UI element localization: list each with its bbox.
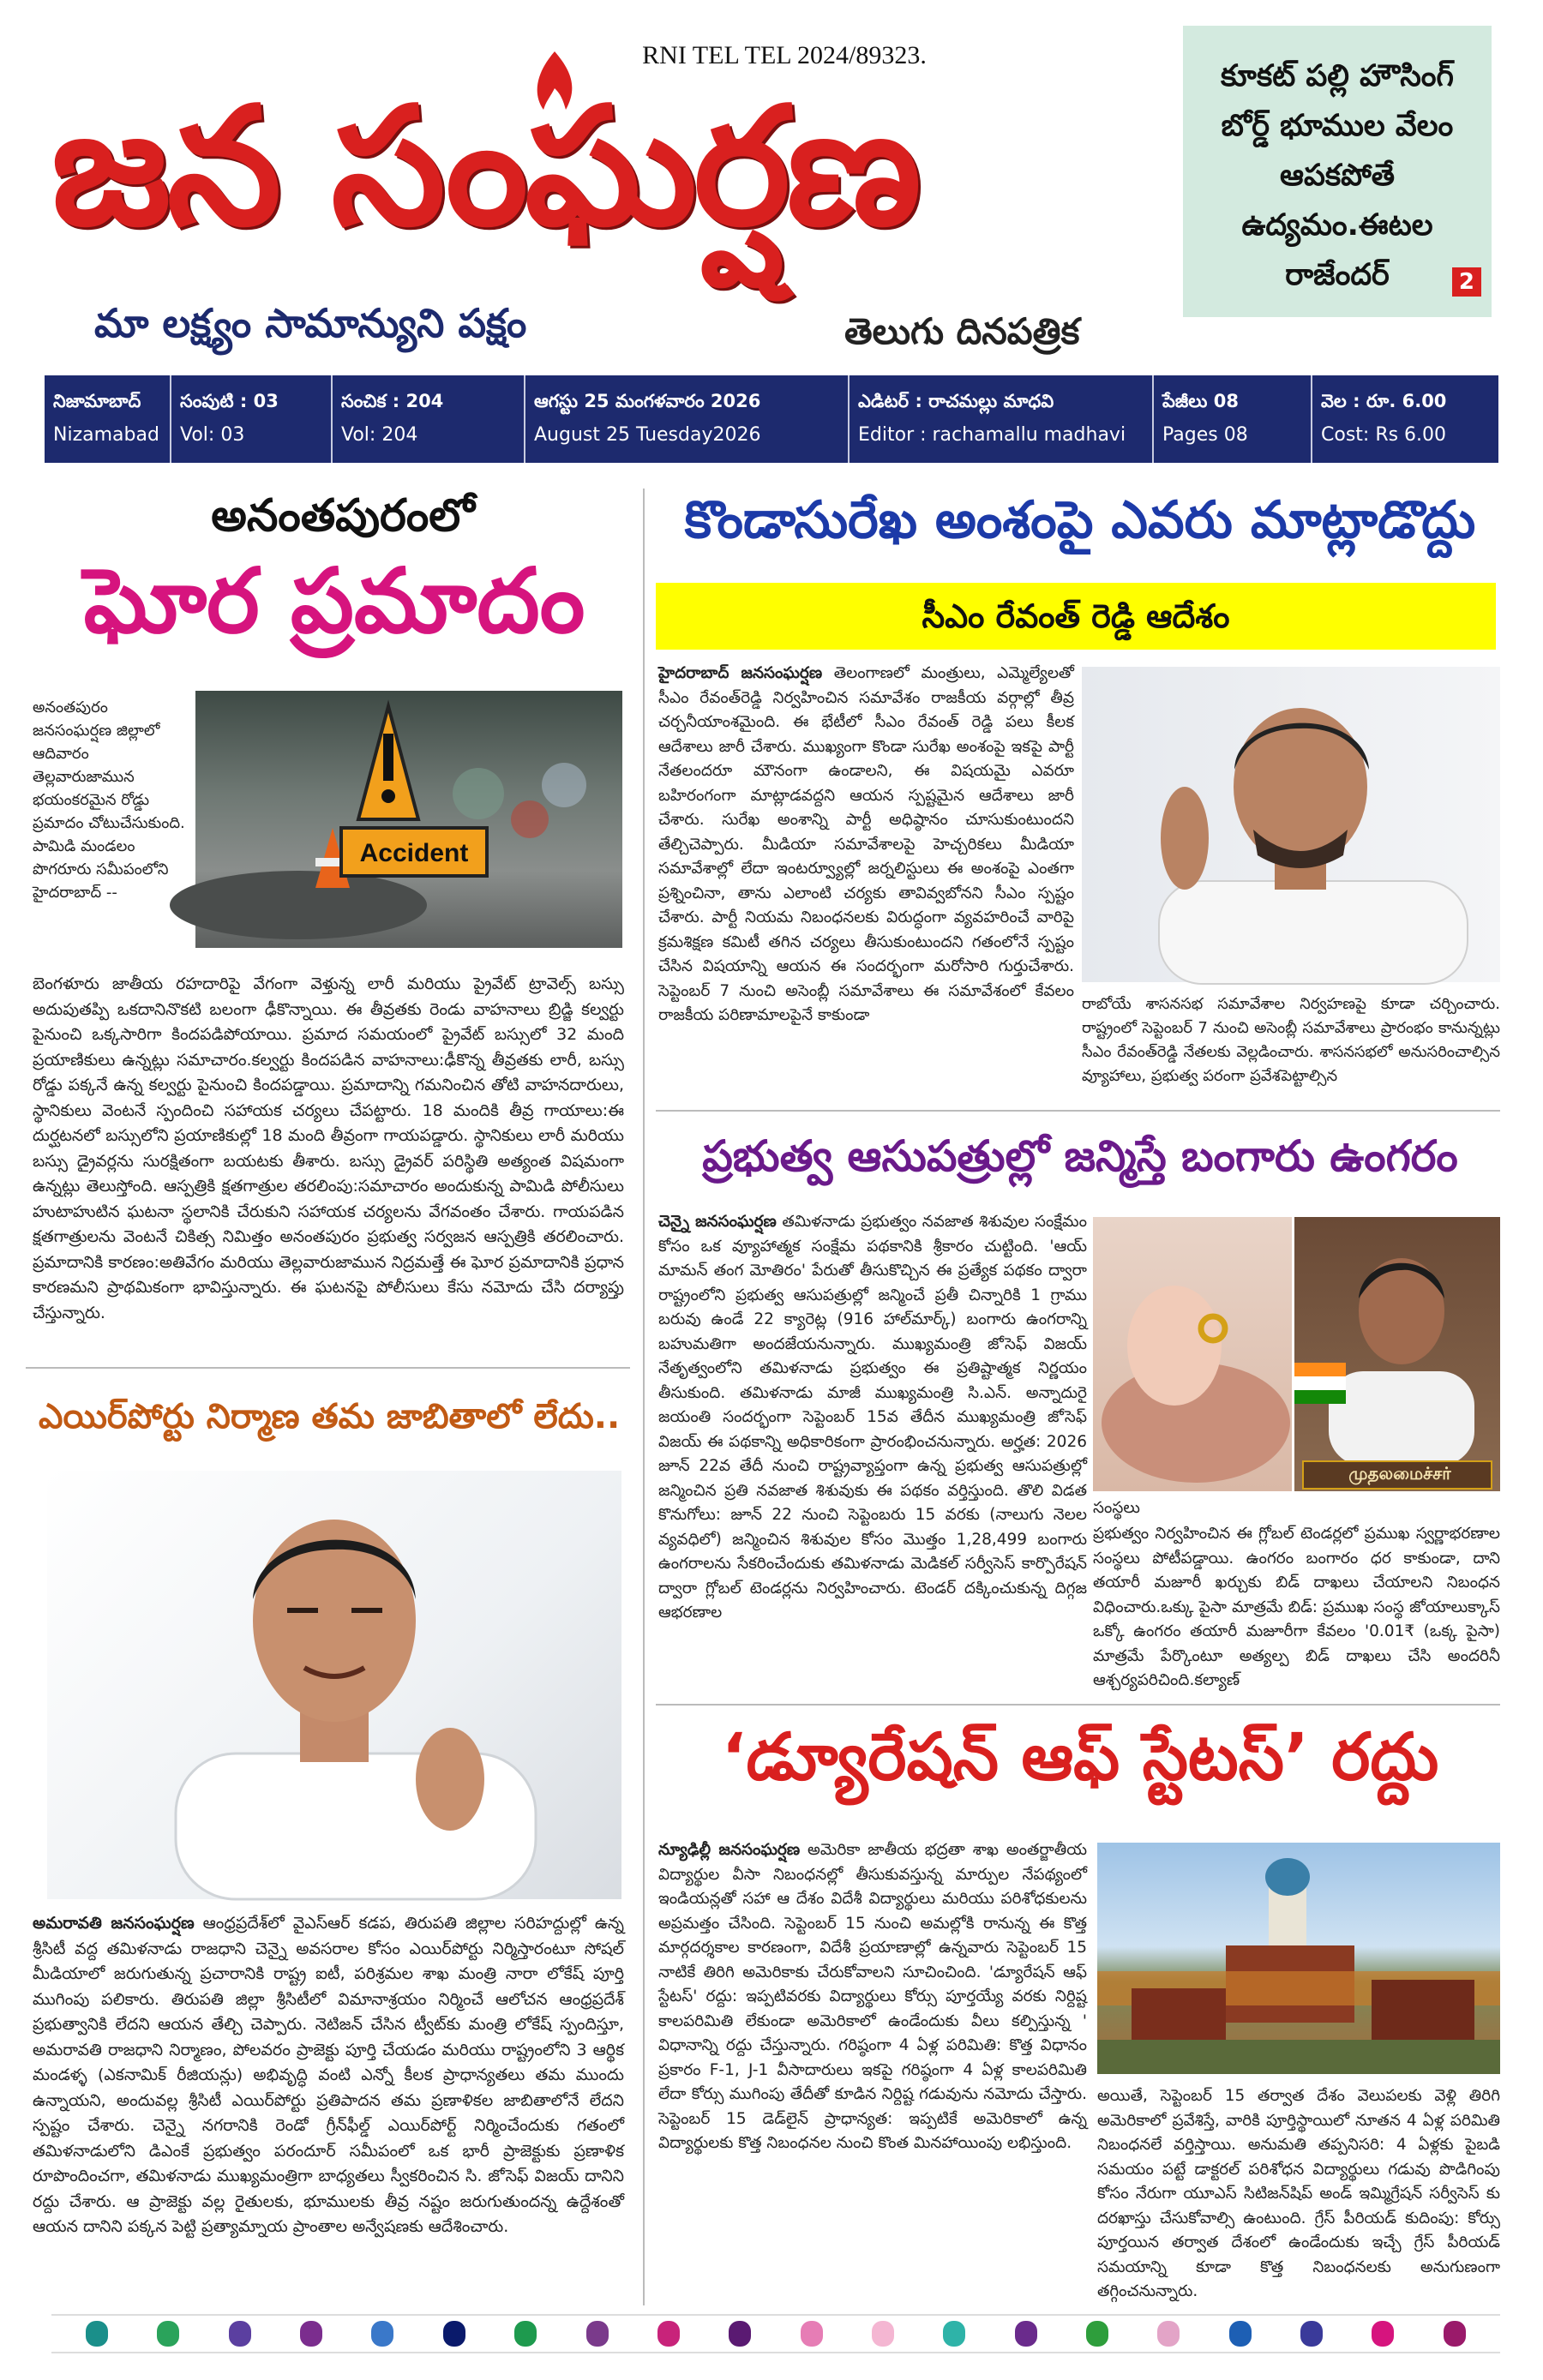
- promo-page-badge: 2: [1452, 267, 1481, 297]
- accident-image-caption: Accident: [359, 839, 469, 867]
- promo-line: బోర్డ్ భూముల వేలం: [1221, 109, 1454, 143]
- visa-body-right: అయితే, సెప్టెంబర్ 15 తర్వాత దేశం వెలుపలకు వెళ్లి తిరిగి అమెరికాలో ప్రవేశిస్తే, వారికి పూర్తిస్థాయిలో నూతన 4 ఏళ్ల పరిమితి నిబంధనలే వర్తిస్తాయి. అనుమతి తప్పనిసరి: 4 ఏళ్లకు పైబడి సమయం పట్టే డాక్టరల్ పరిశోధన విద్యార్థులు గడువు పొడిగింపు కోసం నేరుగా యూఎస్ సిటిజన్‌షిప్ అండ్ ఇమ్మిగ్రేషన్ సర్వీసెస్ కు దరఖాస్తు చేసుకోవాల్సి ఉంటుంది. గ్రేస్ పీరియడ్ కుదింపు: కోర్సు పూర్తయిన తర్వాత దేశంలో ఉండేందుకు ఇచ్చే గ్రేస్ పీరియడ్ సమయాన్ని కూడా కొత్త నిబంధనలకు అనుగుణంగా తగ్గించనున్నారు.: [1097, 2087, 1500, 2300]
- slogan: మా లక్ష్యం సామాన్యుని పక్షం: [94, 300, 527, 346]
- cm-vijay-photo[interactable]: [1294, 1217, 1500, 1491]
- ring-body-right: ప్రభుత్వం నిర్వహించిన ఈ గ్లోబల్ టెండర్లలో ప్రముఖ స్వర్ణాభరణాల సంస్థలు పోటీపడ్డాయి. ఉంగరం బంగారం ధర కాకుండా, దాని తయారీ మజూరీ ఖర్చుకు బిడ్ దాఖలు చేయాలని నిబంధన విధించారు.ఒక్కు పైసా మాత్రమే బిడ్: ప్రముఖ సంస్థ జోయాలుక్కాస్ ఒక్కో ఉంగరం తయారీ మజూరీగా కేవలం '0.01₹ (ఒక్క పైసా) మాత్రమే పేర్కొంటూ అత్యల్ప బిడ్ దాఖలు చేసి అందరినీ ఆశ్చర్యపరిచింది.కల్యాణ్: [1093, 1525, 1500, 1689]
- color-swatch: [872, 2321, 894, 2347]
- color-swatch: [300, 2321, 322, 2347]
- color-swatch: [1372, 2321, 1394, 2347]
- accident-body: బెంగళూరు జాతీయ రహదారిపై వేగంగా వెళ్తున్న లారీ మరియు ప్రైవేట్ ట్రావెల్స్ బస్సు అదుపుతప్పి ఒకదానినొకటి బలంగా ఢీకొన్నాయి. ఈ తీవ్రతకు రెండు వాహనాలు బ్రిడ్జి కల్వర్టు పైనుంచి ఒక్కసారిగా కిందపడిపోయాయి. ప్రమాద సమయంలో ప్రైవేట్ బస్సులో 32 మంది ప్రయాణికులు ఉన్నట్లు సమాచారం.కల్వర్టు కిందపడిన వాహనాలు:ఢీకొన్న తీవ్రతకు లారీ, బస్సు రోడ్డు పక్కనే ఉన్న కల్వర్టు పైనుంచి కిందపడ్డాయి. ప్రమాదాన్ని గమనించిన తోటి వాహనదారులు, స్థానికులు వెంటనే స్పందించి సహాయక చర్యలు చేపట్టారు. 18 మందికి తీవ్ర గాయాలు:ఈ దుర్ఘటనలో బస్సులోని ప్రయాణికుల్లో 18 మంది తీవ్రంగా గాయపడ్డారు. స్థానికులు లారీ మరియు బస్సు డ్రైవర్లను సురక్షితంగా బయటకు తీశారు. బస్సు డ్రైవర్ పరిస్థితి అత్యంత విషమంగా ఉన్నట్లు తెలుస్తోంది. ఆస్పత్రికి క్షతగాత్రుల తరలింపు:సమాచారం అందుకున్న పామిడి పోలీసులు హుటాహుటిన ఘటనా స్థలానికి చేరుకుని సహాయక చర్యలను వేగవంతం చేశారు. గాయపడిన క్షతగాత్రులను వెంటనే చికిత్స నిమిత్తం అనంతపురం ప్రభుత్వ సర్వజన ఆస్పత్రికి తరలించారు. ప్రమాదానికి కారణం:అతివేగం మరియు తెల్లవారుజామున నిద్రమత్తే ఈ ఘోర ప్రమాదానికి ప్రధాన కారణమని ప్రాథమికంగా భావిస్తున్నారు. ఈ ఘటనపై పోలీసులు కేసు నమోదు చేసి దర్యాప్తు చేస్తున్నారు.: [33, 974, 624, 1322]
- visa-text: అమెరికా జాతీయ భద్రతా శాఖ అంతర్జాతీయ విద్యార్థుల వీసా నిబంధనల్లో తీసుకువస్తున్న మార్పుల నేపథ్యంలో ఇండియన్లతో సహా ఆ దేశం విదేశీ విద్యార్థులు మరియు పరిశోధకులను అప్రమత్తం చేసింది. సెప్టెంబర్ 15 నుంచి అమల్లోకి రానున్న ఈ కొత్త మార్గదర్శకాల కారణంగా, విదేశీ ప్రయాణాల్లో ఉన్నవారు సెప్టెంబర్ 15 నాటికే తిరిగి అమెరికాకు చేరుకోవాలని సూచించింది. 'డ్యూరేషన్ ఆఫ్ స్టేటస్' రద్దు: ఇప్పటివరకు విద్యార్థులు కోర్సు పూర్తయ్యే వరకు నిర్దిష్ట కాలపరిమితి లేకుండా అమెరికాలో ఉండేందుకు వీలు కల్పిస్తున్న ' విధానాన్ని రద్దు చేస్తున్నారు. గరిష్ఠంగా 4 ఏళ్ల పరిమితి: కొత్త విధానం ప్రకారం F-1, J-1 వీసాదారులు ఇకపై గరిష్ఠంగా 4 ఏళ్ల కాలపరిమితి లేదా కోర్సు ముగింపు తేదీతో కూడిన నిర్దిష్ట గడువును నమోదు చేస్తారు. సెప్టెంబర్ 15 డెడ్‌లైన్ ప్రాధాన్యత: ఇప్పటికే అమెరికాలో ఉన్న విద్యార్థులకు కొత్త నిబంధనల నుంచి కొంత మినహాయింపు లభిస్తుంది.: [658, 1841, 1087, 2152]
- accident-side-text: అనంతపురం జనసంఘర్షణ జిల్లాలో ఆదివారం తెల్లవారుజామున భయంకరమైన రోడ్డు ప్రమాదం చోటుచేసుకుంది. పామిడి మండలం పొగరూరు సమీపంలోని హైదరాబాద్ --: [33, 698, 185, 902]
- info-en: August 25 Tuesday2026: [534, 424, 761, 446]
- promo-box[interactable]: [1183, 26, 1492, 317]
- info-te: సంచిక : 204: [341, 391, 444, 411]
- info-issue: [333, 375, 525, 463]
- info-en: Editor : rachamallu madhavi: [858, 424, 1126, 446]
- info-te: ఆగస్టు 25 మంగళవారం 2026: [534, 391, 761, 411]
- info-date: [525, 375, 850, 463]
- color-swatch: [443, 2321, 465, 2347]
- accident-headline[interactable]: ఘోర ప్రమాదం: [83, 549, 585, 653]
- info-volume: [171, 375, 333, 463]
- konda-subhead: సీఎం రేవంత్ రెడ్డి ఆదేశం: [656, 583, 1496, 650]
- accident-kicker: అనంతపురంలో: [211, 490, 475, 542]
- baby-ring-photo[interactable]: [1093, 1217, 1292, 1491]
- color-swatch: [729, 2321, 751, 2347]
- info-te: పేజీలు 08: [1162, 391, 1239, 411]
- color-swatch: [801, 2321, 823, 2347]
- color-swatch: [514, 2321, 537, 2347]
- info-te: నిజామాబాద్: [53, 391, 141, 411]
- warning-sign-icon: [195, 691, 622, 948]
- color-swatch: [1229, 2321, 1252, 2347]
- visa-dateline: న్యూఢిల్లీ జనసంఘర్షణ: [658, 1841, 801, 1859]
- info-en: Nizamabad: [53, 424, 159, 446]
- promo-line: రాజేందర్: [1285, 258, 1390, 292]
- color-swatch: [1086, 2321, 1108, 2347]
- konda-headline[interactable]: కొండాసురేఖ అంశంపై ఎవరు మాట్లాడొద్దు: [684, 490, 1476, 550]
- daily-label: తెలుగు దినపత్రిక: [844, 310, 1080, 352]
- cm-photo[interactable]: [1082, 667, 1500, 982]
- info-editor: [850, 375, 1154, 463]
- promo-line: కూకట్ పల్లి హౌసింగ్: [1221, 59, 1454, 93]
- info-cost: [1312, 375, 1511, 463]
- konda-dateline: హైదరాబాద్ జనసంఘర్షణ: [658, 664, 823, 682]
- politician-photo[interactable]: [47, 1471, 621, 1899]
- info-bar: [45, 375, 1498, 463]
- konda-body: [658, 662, 1074, 1094]
- airport-headline[interactable]: ఎయిర్‌పోర్టు నిర్మాణ తమ జాబితాలో లేదు..: [39, 1397, 621, 1436]
- ring-body: [658, 1210, 1087, 1690]
- promo-line: ఉద్యమం.ఈటల: [1241, 208, 1433, 243]
- baby-hand-icon: [1093, 1217, 1292, 1491]
- info-location: [45, 375, 171, 463]
- color-swatch: [371, 2321, 393, 2347]
- ring-body-continued: సంస్థలు: [1093, 1499, 1140, 1517]
- divider: [656, 1110, 1500, 1112]
- color-swatch: [943, 2321, 965, 2347]
- color-swatch: [1157, 2321, 1180, 2347]
- airport-text: ఆంధ్రప్రదేశ్‌లో వైఎస్ఆర్ కడప, తిరుపతి జిల్లాల సరిహద్దుల్లో ఉన్న శ్రీసిటీ వద్ద తమిళనాడు రాజధాని చెన్నై అవసరాల కోసం ఎయిర్‌పోర్టు నిర్మిస్తారంటూ సోషల్ మీడియాలో జరుగుతున్న ప్రచారానికి రాష్ట్ర ఐటీ, పరిశ్రమల శాఖ మంత్రి నారా లోకేష్ పూర్తి ముగింపు పలికారు. తిరుపతి జిల్లా శ్రీసిటీలో విమానాశ్రయం నిర్మించే ఆలోచన ఆంధ్రప్రదేశ్ ప్రభుత్వానికి లేదని ఆయన తేల్చి చెప్పారు. నెటిజన్ చేసిన ట్వీట్‌కు మంత్రి లోకేష్ స్పందిస్తూ, అమరావతి రాజధాని నిర్మాణం, పోలవరం ప్రాజెక్టు పూర్తి చేయడం మరియు రాష్ట్రంలోని 3 ఆర్థిక మండళ్ళ (ఎకనామిక్ రీజియన్లు) అభివృద్ధి వంటి ఎన్నో కీలక ప్రాధాన్యతలు తమ ముందు ఉన్నాయని, అందువల్ల శ్రీసిటీ ఎయిర్‌పోర్టు ప్రతిపాదన తమ ప్రణాళికల జాబితాలోనే లేదని స్పష్టం చేశారు. చెన్నై నగరానికి రెండో గ్రీన్‌ఫీల్డ్ ఎయిర్‌పోర్ట్ నిర్మించేందుకు గతంలో తమిళనాడులోని డిఎంకే ప్రభుత్వం పరందూర్ సమీపంలో ఒక భారీ ప్రాజెక్టుకు ప్రణాళిక రూపొందించగా, తమిళనాడు ముఖ్యమంత్రిగా బాధ్యతలు స్వీకరించిన సి. జోసెఫ్ విజయ్ దానిని రద్దు చేశారు. ఆ ప్రాజెక్టు వల్ల రైతులకు, భూములకు తీవ్ర నష్టం జరుగుతుందన్న ఉద్దేశంతో ఆయన దానిని పక్కన పెట్టి ప్రత్యామ్నాయ ప్రాంతాల అన్వేషణకు ఆదేశించారు.: [33, 1914, 624, 2236]
- color-swatch: [229, 2321, 251, 2347]
- info-en: Vol: 204: [341, 424, 418, 446]
- color-swatch: [1015, 2321, 1037, 2347]
- info-pages: [1154, 375, 1312, 463]
- info-te: ఎడిటర్ : రాచమల్లు మాధవి: [858, 391, 1054, 411]
- divider: [656, 1704, 1500, 1706]
- promo-line: ఆపకపోతే: [1280, 159, 1395, 193]
- column-divider: [643, 489, 645, 2305]
- person-icon: [1082, 667, 1500, 982]
- info-en: Cost: Rs 6.00: [1321, 424, 1447, 446]
- color-swatch: [1300, 2321, 1323, 2347]
- info-en: Vol: 03: [180, 424, 245, 446]
- visa-headline[interactable]: ‘డ్యూరేషన్ ఆఫ్ స్టేటస్’ రద్దు: [721, 1718, 1439, 1795]
- cm-nameplate: முதலமைச்சர்: [1348, 1463, 1451, 1484]
- visa-body: [658, 1838, 1087, 2288]
- konda-body-continued: రాబోయే శాసనసభ సమావేశాల నిర్వహణపై కూడా చర్చించారు. రాష్ట్రంలో సెప్టెంబర్ 7 నుంచి అసెంబ్లీ సమావేశాలు ప్రారంభం కానున్నట్లు సీఎం రేవంత్‌రెడ్డి నేతలకు వెల్లడించారు. శాసనసభలో అనుసరించాల్సిన వ్యూహాలు, ప్రభుత్వ పరంగా ప్రవేశపెట్టాల్సిన: [1082, 995, 1500, 1085]
- campus-building-icon: [1097, 1843, 1500, 2074]
- registration-strip: [51, 2314, 1500, 2353]
- ring-dateline: చెన్నై జనసంఘర్షణ: [658, 1213, 777, 1231]
- accident-photo[interactable]: [195, 691, 622, 948]
- person-icon: [47, 1471, 621, 1899]
- color-swatch: [157, 2321, 179, 2347]
- konda-text: తెలంగాణలో మంత్రులు, ఎమ్మెల్యేలతో సీఎం రేవంత్‌రెడ్డి నిర్వహించిన సమావేశం రాజకీయ వర్గాల్లో తీవ్ర చర్చనీయాంశమైంది. ఈ భేటీలో సీఎం రేవంత్ రెడ్డి పలు కీలక ఆదేశాలు జారీ చేశారు. ముఖ్యంగా కొండా సురేఖ అంశంపై ఇకపై పార్టీ నేతలందరూ మౌనంగా ఉండాలని, ఈ విషయమై ఎవరూ బహిరంగంగా మాట్లాడవద్దని ఆయన స్పష్టమైన ఆదేశాలు జారీ చేశారు. సురేఖ అంశాన్ని పార్టీ అధిష్ఠానం చూసుకుంటుందని తేల్చిచెప్పారు. మీడియా సమావేశాలపై హెచ్చరికలు మీడియా సమావేశాల్లో లేదా ఇంటర్వ్యూల్లో జర్నలిస్టులు ఈ అంశంపై ఎంతగా ప్రశ్నించినా, తాను ఎలాంటి చర్యకు తావివ్వబోనని సీఎం స్పష్టం చేశారు. పార్టీ నియమ నిబంధనలకు విరుద్ధంగా వ్యవహరించే వారిపై క్రమశిక్షణ కమిటీ తగిన చర్యలు తీసుకుంటుందని గతంలోనే స్పష్టం చేసిన విషయాన్ని ఆయన ఈ సందర్భంగా మరోసారి గుర్తుచేశారు. సెప్టెంబర్ 7 నుంచి అసెంబ్లీ సమావేశాలు ఈ సమావేశంలో కేవలం రాజకీయ పరిణామాలపైనే కాకుండా: [658, 664, 1074, 1024]
- divider: [26, 1367, 630, 1369]
- info-te: సంపుటి : 03: [180, 391, 279, 411]
- airport-body: [33, 1911, 624, 2271]
- color-swatch: [657, 2321, 680, 2347]
- person-icon: [1294, 1217, 1500, 1491]
- university-photo[interactable]: [1097, 1843, 1500, 2074]
- info-en: Pages 08: [1162, 424, 1248, 446]
- swatch-row: [51, 2316, 1500, 2352]
- info-te: వెల : రూ. 6.00: [1321, 391, 1447, 411]
- airport-dateline: అమరావతి జనసంఘర్షణ: [33, 1914, 195, 1933]
- color-swatch: [586, 2321, 609, 2347]
- ring-headline[interactable]: ప్రభుత్వ ఆసుపత్రుల్లో జన్మిస్తే బంగారు ఉంగరం: [702, 1131, 1458, 1181]
- rni-number: RNI TEL TEL 2024/89323.: [642, 41, 927, 69]
- newspaper-logo: జన సంఘర్షణ: [51, 72, 918, 261]
- ring-text: తమిళనాడు ప్రభుత్వం నవజాత శిశువుల సంక్షేమం కోసం ఒక వ్యూహాత్మక సంక్షేమ పథకానికి శ్రీకారం చుట్టింది. 'ఆయ్ మామన్ తంగ మోతిరం' పేరుతో తీసుకొచ్చిన ఈ ప్రత్యేక పథకం ద్వారా రాష్ట్రంలోని ప్రభుత్వ ఆసుపత్రుల్లో జన్మించే ప్రతీ చిన్నారికి 1 గ్రాము బరువు ఉండే 22 క్యారెట్ల (916 హాల్‌మార్క్) బంగారు ఉంగరాన్ని బహుమతిగా అందజేయనున్నారు. ముఖ్యమంత్రి జోసెఫ్ విజయ్ నేతృత్వంలోని తమిళనాడు ప్రభుత్వం ఈ ప్రతిష్టాత్మక నిర్ణయం తీసుకుంది. తమిళనాడు మాజీ ముఖ్యమంత్రి సి.ఎన్. అన్నాదురై జయంతి సందర్భంగా సెప్టెంబర్ 15వ తేదీన ముఖ్యమంత్రి జోసెఫ్ విజయ్ ఈ పథకాన్ని అధికారికంగా ప్రారంభించనున్నారు. అర్హత: 2026 జూన్ 22వ తేదీ నుంచి రాష్ట్రవ్యాప్తంగా ఉన్న ప్రభుత్వ ఆసుపత్రుల్లో జన్మించిన ప్రతి నవజాత శిశువుకు ఈ పథకం వర్తిస్తుంది. తొలి విడత కొనుగోలు: జూన్ 22 నుంచి సెప్టెంబరు 15 వరకు (నాలుగు నెలల వ్యవధిలో) జన్మించిన శిశువుల కోసం మొత్తం 1,28,499 బంగారు ఉంగరాలను సేకరించేందుకు తమిళనాడు మెడికల్ సర్వీసెస్ కార్పొరేషన్ ద్వారా గ్లోబల్ టెండర్లను నిర్వహించారు. టెండర్ దక్కించుకున్న దిగ్గజ ఆభరణాల: [658, 1213, 1087, 1622]
- color-swatch: [86, 2321, 108, 2347]
- color-swatch: [1444, 2321, 1466, 2347]
